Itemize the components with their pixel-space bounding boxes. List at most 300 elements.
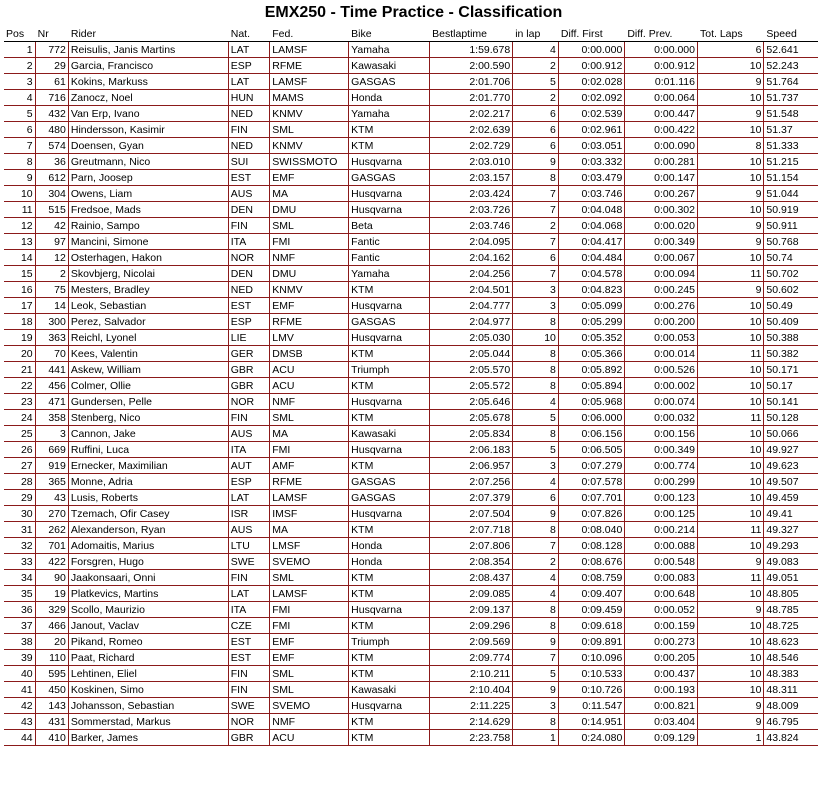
cell-fed: FMI (270, 442, 349, 458)
cell-diff-prev: 0:00.821 (625, 698, 698, 714)
cell-tot-laps: 11 (697, 346, 763, 362)
table-row (4, 538, 818, 554)
cell-diff-prev: 0:00.299 (625, 474, 698, 490)
cell-bestlaptime: 2:07.718 (430, 522, 513, 538)
cell-pos: 6 (4, 122, 35, 138)
cell-nat: ITA (228, 602, 270, 618)
table-row (4, 426, 818, 442)
cell-tot-laps: 11 (697, 570, 763, 586)
cell-tot-laps: 10 (697, 90, 763, 106)
cell-in-lap: 3 (513, 282, 559, 298)
cell-fed: MA (270, 522, 349, 538)
cell-fed: ACU (270, 730, 349, 746)
cell-diff-first: 0:00.000 (558, 42, 624, 58)
cell-bike: Husqvarna (349, 202, 430, 218)
cell-diff-first: 0:04.823 (558, 282, 624, 298)
cell-speed: 46.795 (764, 714, 818, 730)
cell-in-lap: 7 (513, 186, 559, 202)
cell-speed: 49.051 (764, 570, 818, 586)
cell-in-lap: 8 (513, 346, 559, 362)
cell-fed: KNMV (270, 106, 349, 122)
cell-diff-first: 0:09.618 (558, 618, 624, 634)
cell-rider: Lusis, Roberts (68, 490, 228, 506)
cell-fed: AMF (270, 458, 349, 474)
cell-rider: Colmer, Ollie (68, 378, 228, 394)
cell-diff-prev: 0:00.090 (625, 138, 698, 154)
cell-diff-first: 0:05.366 (558, 346, 624, 362)
cell-tot-laps: 9 (697, 218, 763, 234)
cell-nr: 14 (35, 298, 68, 314)
cell-fed: LAMSF (270, 74, 349, 90)
cell-in-lap: 5 (513, 442, 559, 458)
cell-fed: MA (270, 186, 349, 202)
table-row (4, 698, 818, 714)
cell-in-lap: 6 (513, 490, 559, 506)
cell-nat: AUT (228, 458, 270, 474)
cell-diff-prev: 0:00.002 (625, 378, 698, 394)
table-row (4, 58, 818, 74)
cell-bestlaptime: 2:14.629 (430, 714, 513, 730)
cell-rider: Doensen, Gyan (68, 138, 228, 154)
cell-bike: Honda (349, 538, 430, 554)
cell-tot-laps: 10 (697, 618, 763, 634)
cell-fed: SML (270, 410, 349, 426)
table-row (4, 554, 818, 570)
cell-nr: 110 (35, 650, 68, 666)
cell-speed: 49.083 (764, 554, 818, 570)
cell-nr: 574 (35, 138, 68, 154)
cell-fed: KNMV (270, 138, 349, 154)
cell-speed: 48.311 (764, 682, 818, 698)
cell-bestlaptime: 2:06.957 (430, 458, 513, 474)
cell-tot-laps: 6 (697, 42, 763, 58)
cell-rider: Scollo, Maurizio (68, 602, 228, 618)
cell-nr: 480 (35, 122, 68, 138)
cell-fed: SML (270, 682, 349, 698)
table-row (4, 330, 818, 346)
cell-rider: Adomaitis, Marius (68, 538, 228, 554)
cell-bike: KTM (349, 122, 430, 138)
table-row (4, 474, 818, 490)
cell-fed: LAMSF (270, 490, 349, 506)
column-header-in-lap: in lap (513, 26, 559, 42)
cell-nat: NED (228, 138, 270, 154)
cell-in-lap: 6 (513, 138, 559, 154)
cell-in-lap: 9 (513, 154, 559, 170)
cell-speed: 50.17 (764, 378, 818, 394)
cell-tot-laps: 10 (697, 122, 763, 138)
cell-diff-first: 0:08.759 (558, 570, 624, 586)
cell-nr: 29 (35, 58, 68, 74)
cell-speed: 50.768 (764, 234, 818, 250)
table-row (4, 106, 818, 122)
cell-fed: SML (270, 218, 349, 234)
cell-pos: 10 (4, 186, 35, 202)
table-row (4, 282, 818, 298)
cell-nat: LAT (228, 586, 270, 602)
cell-in-lap: 5 (513, 74, 559, 90)
cell-diff-first: 0:02.028 (558, 74, 624, 90)
cell-bike: Fantic (349, 234, 430, 250)
cell-nat: AUS (228, 426, 270, 442)
cell-rider: Kokins, Markuss (68, 74, 228, 90)
cell-in-lap: 4 (513, 394, 559, 410)
column-header-fed: Fed. (270, 26, 349, 42)
cell-pos: 44 (4, 730, 35, 746)
column-header-rider: Rider (68, 26, 228, 42)
cell-diff-prev: 0:01.116 (625, 74, 698, 90)
table-row (4, 74, 818, 90)
cell-nr: 772 (35, 42, 68, 58)
cell-speed: 51.215 (764, 154, 818, 170)
cell-bike: KTM (349, 410, 430, 426)
cell-bike: Husqvarna (349, 154, 430, 170)
cell-in-lap: 7 (513, 234, 559, 250)
cell-diff-first: 0:09.407 (558, 586, 624, 602)
cell-diff-prev: 0:00.281 (625, 154, 698, 170)
cell-fed: NMF (270, 714, 349, 730)
cell-fed: RFME (270, 314, 349, 330)
cell-in-lap: 2 (513, 90, 559, 106)
cell-pos: 22 (4, 378, 35, 394)
cell-nr: 43 (35, 490, 68, 506)
table-row (4, 186, 818, 202)
cell-nr: 12 (35, 250, 68, 266)
cell-nr: 701 (35, 538, 68, 554)
column-header-nr: Nr (35, 26, 68, 42)
cell-bestlaptime: 2:09.296 (430, 618, 513, 634)
cell-in-lap: 3 (513, 458, 559, 474)
cell-speed: 48.009 (764, 698, 818, 714)
cell-tot-laps: 10 (697, 442, 763, 458)
cell-nat: DEN (228, 266, 270, 282)
cell-pos: 17 (4, 298, 35, 314)
cell-tot-laps: 10 (697, 362, 763, 378)
cell-bestlaptime: 2:00.590 (430, 58, 513, 74)
cell-diff-prev: 0:00.200 (625, 314, 698, 330)
cell-rider: Skovbjerg, Nicolai (68, 266, 228, 282)
cell-speed: 52.641 (764, 42, 818, 58)
cell-bike: KTM (349, 650, 430, 666)
cell-pos: 33 (4, 554, 35, 570)
cell-rider: Rainio, Sampo (68, 218, 228, 234)
cell-bike: Husqvarna (349, 298, 430, 314)
cell-pos: 1 (4, 42, 35, 58)
cell-fed: FMI (270, 234, 349, 250)
cell-fed: DMU (270, 266, 349, 282)
cell-diff-first: 0:04.068 (558, 218, 624, 234)
cell-fed: DMSB (270, 346, 349, 362)
cell-speed: 51.044 (764, 186, 818, 202)
cell-diff-prev: 0:00.276 (625, 298, 698, 314)
cell-speed: 49.507 (764, 474, 818, 490)
cell-bestlaptime: 2:04.162 (430, 250, 513, 266)
cell-diff-prev: 0:03.404 (625, 714, 698, 730)
cell-speed: 50.919 (764, 202, 818, 218)
cell-bestlaptime: 2:10.211 (430, 666, 513, 682)
cell-bike: KTM (349, 522, 430, 538)
cell-in-lap: 8 (513, 522, 559, 538)
cell-speed: 51.737 (764, 90, 818, 106)
cell-in-lap: 7 (513, 266, 559, 282)
cell-bike: KTM (349, 714, 430, 730)
cell-tot-laps: 9 (697, 554, 763, 570)
cell-bestlaptime: 2:03.746 (430, 218, 513, 234)
cell-in-lap: 4 (513, 474, 559, 490)
page-title: EMX250 - Time Practice - Classification (264, 4, 563, 21)
cell-bestlaptime: 2:05.646 (430, 394, 513, 410)
cell-diff-first: 0:08.676 (558, 554, 624, 570)
table-row (4, 362, 818, 378)
cell-diff-prev: 0:00.267 (625, 186, 698, 202)
cell-diff-prev: 0:00.159 (625, 618, 698, 634)
cell-nat: FIN (228, 218, 270, 234)
table-row (4, 506, 818, 522)
cell-in-lap: 4 (513, 570, 559, 586)
cell-bestlaptime: 2:03.424 (430, 186, 513, 202)
cell-nr: 70 (35, 346, 68, 362)
cell-bestlaptime: 2:03.726 (430, 202, 513, 218)
cell-in-lap: 6 (513, 250, 559, 266)
cell-diff-prev: 0:00.125 (625, 506, 698, 522)
cell-diff-prev: 0:00.052 (625, 602, 698, 618)
cell-diff-prev: 0:00.074 (625, 394, 698, 410)
cell-nat: ESP (228, 314, 270, 330)
cell-pos: 20 (4, 346, 35, 362)
cell-nr: 365 (35, 474, 68, 490)
cell-fed: SWISSMOTO (270, 154, 349, 170)
cell-bike: Kawasaki (349, 682, 430, 698)
cell-diff-prev: 0:00.123 (625, 490, 698, 506)
cell-speed: 50.171 (764, 362, 818, 378)
cell-fed: DMU (270, 202, 349, 218)
cell-bestlaptime: 2:23.758 (430, 730, 513, 746)
cell-diff-prev: 0:00.094 (625, 266, 698, 282)
cell-fed: RFME (270, 474, 349, 490)
cell-nat: DEN (228, 202, 270, 218)
table-row (4, 586, 818, 602)
cell-speed: 48.805 (764, 586, 818, 602)
cell-in-lap: 4 (513, 42, 559, 58)
cell-diff-first: 0:24.080 (558, 730, 624, 746)
cell-diff-first: 0:11.547 (558, 698, 624, 714)
cell-nr: 471 (35, 394, 68, 410)
cell-pos: 40 (4, 666, 35, 682)
cell-tot-laps: 10 (697, 650, 763, 666)
cell-bike: Fantic (349, 250, 430, 266)
cell-fed: ACU (270, 362, 349, 378)
cell-nr: 75 (35, 282, 68, 298)
cell-nr: 97 (35, 234, 68, 250)
cell-nr: 515 (35, 202, 68, 218)
cell-pos: 14 (4, 250, 35, 266)
cell-diff-first: 0:00.912 (558, 58, 624, 74)
cell-nat: NED (228, 106, 270, 122)
cell-bestlaptime: 2:05.570 (430, 362, 513, 378)
cell-diff-first: 0:07.279 (558, 458, 624, 474)
cell-diff-prev: 0:00.064 (625, 90, 698, 106)
cell-tot-laps: 10 (697, 490, 763, 506)
cell-rider: Forsgren, Hugo (68, 554, 228, 570)
table-row (4, 154, 818, 170)
cell-bestlaptime: 2:10.404 (430, 682, 513, 698)
table-row (4, 394, 818, 410)
table-row (4, 634, 818, 650)
cell-diff-prev: 0:00.447 (625, 106, 698, 122)
cell-nat: NED (228, 282, 270, 298)
cell-nat: ISR (228, 506, 270, 522)
cell-rider: Mancini, Simone (68, 234, 228, 250)
cell-rider: Mesters, Bradley (68, 282, 228, 298)
cell-bestlaptime: 2:02.639 (430, 122, 513, 138)
cell-rider: Reisulis, Janis Martins (68, 42, 228, 58)
cell-speed: 48.785 (764, 602, 818, 618)
cell-tot-laps: 10 (697, 154, 763, 170)
cell-tot-laps: 10 (697, 298, 763, 314)
cell-nat: LAT (228, 490, 270, 506)
cell-diff-first: 0:07.578 (558, 474, 624, 490)
cell-rider: Parn, Joosep (68, 170, 228, 186)
cell-pos: 13 (4, 234, 35, 250)
cell-speed: 49.927 (764, 442, 818, 458)
cell-nr: 19 (35, 586, 68, 602)
cell-nr: 358 (35, 410, 68, 426)
cell-speed: 50.128 (764, 410, 818, 426)
cell-pos: 39 (4, 650, 35, 666)
cell-bike: Honda (349, 554, 430, 570)
table-row (4, 346, 818, 362)
cell-nr: 42 (35, 218, 68, 234)
cell-tot-laps: 10 (697, 314, 763, 330)
cell-diff-first: 0:10.533 (558, 666, 624, 682)
cell-bike: Husqvarna (349, 442, 430, 458)
cell-in-lap: 8 (513, 602, 559, 618)
cell-bestlaptime: 2:04.256 (430, 266, 513, 282)
cell-diff-first: 0:06.156 (558, 426, 624, 442)
cell-diff-first: 0:04.578 (558, 266, 624, 282)
cell-tot-laps: 10 (697, 378, 763, 394)
cell-bestlaptime: 2:07.504 (430, 506, 513, 522)
cell-nr: 2 (35, 266, 68, 282)
table-row (4, 618, 818, 634)
cell-pos: 25 (4, 426, 35, 442)
column-header-speed: Speed (764, 26, 818, 42)
cell-diff-first: 0:05.894 (558, 378, 624, 394)
table-row (4, 314, 818, 330)
cell-diff-prev: 0:00.083 (625, 570, 698, 586)
table-row (4, 90, 818, 106)
cell-fed: IMSF (270, 506, 349, 522)
cell-pos: 3 (4, 74, 35, 90)
cell-rider: Koskinen, Simo (68, 682, 228, 698)
cell-nr: 441 (35, 362, 68, 378)
column-header-tot-laps: Tot. Laps (697, 26, 763, 42)
cell-bestlaptime: 2:04.777 (430, 298, 513, 314)
cell-speed: 49.623 (764, 458, 818, 474)
cell-nat: SWE (228, 698, 270, 714)
cell-tot-laps: 8 (697, 138, 763, 154)
cell-nr: 410 (35, 730, 68, 746)
cell-rider: Paat, Richard (68, 650, 228, 666)
cell-bike: KTM (349, 138, 430, 154)
cell-tot-laps: 9 (697, 602, 763, 618)
cell-nat: EST (228, 650, 270, 666)
cell-diff-prev: 0:00.014 (625, 346, 698, 362)
table-row (4, 218, 818, 234)
cell-pos: 28 (4, 474, 35, 490)
table-row (4, 490, 818, 506)
cell-nat: AUS (228, 186, 270, 202)
cell-pos: 23 (4, 394, 35, 410)
cell-nr: 456 (35, 378, 68, 394)
cell-nr: 612 (35, 170, 68, 186)
cell-speed: 50.382 (764, 346, 818, 362)
cell-rider: Leok, Sebastian (68, 298, 228, 314)
cell-nr: 90 (35, 570, 68, 586)
cell-nat: FIN (228, 666, 270, 682)
cell-bestlaptime: 2:07.256 (430, 474, 513, 490)
column-header-pos: Pos (4, 26, 35, 42)
cell-bike: KTM (349, 346, 430, 362)
table-row (4, 666, 818, 682)
cell-bike: KTM (349, 458, 430, 474)
cell-bike: Yamaha (349, 266, 430, 282)
cell-pos: 9 (4, 170, 35, 186)
cell-nat: LIE (228, 330, 270, 346)
cell-rider: Garcia, Francisco (68, 58, 228, 74)
cell-in-lap: 3 (513, 298, 559, 314)
cell-speed: 50.911 (764, 218, 818, 234)
table-row (4, 202, 818, 218)
cell-diff-first: 0:02.539 (558, 106, 624, 122)
cell-diff-prev: 0:00.020 (625, 218, 698, 234)
cell-tot-laps: 10 (697, 330, 763, 346)
cell-tot-laps: 11 (697, 266, 763, 282)
cell-diff-prev: 0:09.129 (625, 730, 698, 746)
cell-diff-first: 0:04.484 (558, 250, 624, 266)
cell-fed: MAMS (270, 90, 349, 106)
cell-in-lap: 6 (513, 106, 559, 122)
cell-speed: 50.702 (764, 266, 818, 282)
cell-diff-first: 0:03.332 (558, 154, 624, 170)
cell-tot-laps: 9 (697, 74, 763, 90)
cell-speed: 50.602 (764, 282, 818, 298)
cell-rider: Ernecker, Maximilian (68, 458, 228, 474)
cell-nat: GBR (228, 378, 270, 394)
cell-diff-first: 0:06.000 (558, 410, 624, 426)
cell-pos: 5 (4, 106, 35, 122)
cell-nat: FIN (228, 570, 270, 586)
table-row (4, 442, 818, 458)
cell-speed: 49.327 (764, 522, 818, 538)
cell-tot-laps: 10 (697, 426, 763, 442)
cell-nr: 919 (35, 458, 68, 474)
cell-fed: SVEMO (270, 698, 349, 714)
table-row (4, 570, 818, 586)
cell-diff-first: 0:07.701 (558, 490, 624, 506)
cell-diff-prev: 0:00.245 (625, 282, 698, 298)
cell-pos: 42 (4, 698, 35, 714)
cell-in-lap: 9 (513, 506, 559, 522)
cell-nr: 300 (35, 314, 68, 330)
cell-diff-first: 0:02.961 (558, 122, 624, 138)
cell-tot-laps: 10 (697, 394, 763, 410)
cell-rider: Perez, Salvador (68, 314, 228, 330)
cell-nr: 304 (35, 186, 68, 202)
column-header-bike: Bike (349, 26, 430, 42)
cell-bestlaptime: 2:05.572 (430, 378, 513, 394)
classification-table (4, 26, 818, 746)
